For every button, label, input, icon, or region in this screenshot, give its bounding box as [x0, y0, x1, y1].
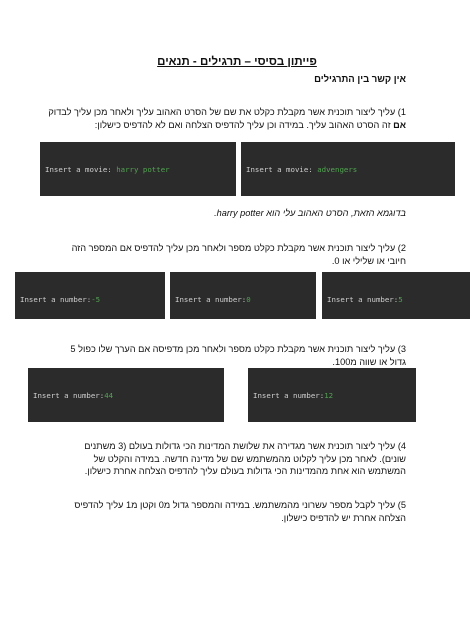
terminal-output-2c	[322, 272, 470, 319]
terminal-output-2a	[15, 272, 165, 319]
exercise-1-note: בדוגמא הזאת, הסרט האהוב עלי הוא harry potter.	[214, 208, 406, 218]
terminal-prompt: Insert a number:	[175, 295, 247, 304]
terminal-prompt: Insert a number:	[20, 295, 92, 304]
exercise-5-line-2: הצלחה אחרת יש להדפיס כישלון.	[281, 512, 406, 523]
terminal-output-3b	[248, 368, 416, 422]
exercise-4-line-3: המשתמש הוא אחת מהמדינות הכי גדולות בעולם עליך להדפיס הצלחה אחרת כישלון.	[84, 466, 406, 476]
exercise-1-line-1: 1) עליך ליצור תוכנית אשר מקבלת כקלט את שם של הסרט האהוב עליך ולאחר מכן עליך לבדוק	[48, 107, 406, 117]
terminal-input: -5	[91, 295, 101, 304]
terminal-input: 44	[104, 391, 114, 400]
terminal-prompt: Insert a movie:	[246, 165, 318, 174]
terminal-output-line	[253, 421, 411, 422]
terminal-prompt-line	[175, 295, 311, 305]
exercise-3-line-1: 3) עליך ליצור תוכנית אשר מקבלת כקלט מספר ולאחר מכן מדפיסה אם הערך שלו כפול 5	[70, 344, 406, 354]
terminal-output-line	[33, 421, 219, 422]
terminal-input: 0	[246, 295, 251, 304]
terminal-prompt-line	[33, 391, 219, 401]
terminal-input: 12	[324, 391, 334, 400]
terminal-prompt-line	[253, 391, 411, 401]
exercise-3-line-2: גדול או שווה מ100.	[332, 356, 406, 367]
terminal-input: advengers	[317, 165, 358, 174]
terminal-prompt-line	[20, 295, 160, 305]
exercise-2-text	[72, 242, 406, 267]
exercise-4-text	[84, 440, 406, 478]
terminal-output-3a	[28, 368, 224, 422]
terminal-output-1b	[241, 142, 455, 196]
page-title: פייתון בסיסי – תרגילים - תנאים	[157, 56, 317, 68]
terminal-prompt: Insert a number:	[253, 391, 325, 400]
terminal-prompt: Insert a movie:	[45, 165, 117, 174]
exercise-1-line-2	[48, 119, 406, 132]
terminal-prompt-line	[45, 165, 231, 175]
terminal-output-1a	[40, 142, 236, 196]
page-subtitle: אין קשר בין התרגילים	[314, 74, 406, 85]
terminal-output-2b	[170, 272, 316, 319]
terminal-input: 5	[398, 295, 403, 304]
exercise-5-line-1: 5) עליך לקבל מספר עשרוני מהמשתמש. במידה והמספר גדול מ0 וקטן מ1 עליך להדפיס	[74, 500, 406, 510]
terminal-prompt-line	[246, 165, 450, 175]
exercise-3-text	[70, 343, 406, 368]
exercise-1-line-2-rest: זה הסרט האהוב עליך. במידה וכן עליך להדפיס הצלחה ואם לא להדפיס כישלון:	[94, 119, 394, 130]
exercise-1-bold-word: אם	[393, 119, 406, 130]
exercise-5-text	[74, 499, 406, 524]
terminal-prompt: Insert a number:	[327, 295, 399, 304]
exercise-2-line-1: 2) עליך ליצור תוכנית אשר מקבלת כקלט מספר ולאחר מכן עליך להדפיס אם המספר הזה	[71, 243, 406, 253]
terminal-output-line	[246, 195, 450, 196]
terminal-input: harry potter	[116, 165, 170, 174]
terminal-output-line	[45, 195, 231, 196]
exercise-4-line-2: שונים). לאחר מכן עליך לקלוט מהמשתמש שם של מדינה חדשה. במידה והקלט של	[93, 453, 406, 464]
exercise-1-text	[48, 106, 406, 131]
exercise-4-line-1: 4) עליך ליצור תוכנית אשר מגדירה את שלושת המדינות הכי גדולות בעולם (3 משתנים	[84, 441, 406, 451]
terminal-prompt: Insert a number:	[33, 391, 105, 400]
exercise-2-line-2: חיובי או שלילי או 0.	[331, 255, 406, 266]
terminal-prompt-line	[327, 295, 465, 305]
